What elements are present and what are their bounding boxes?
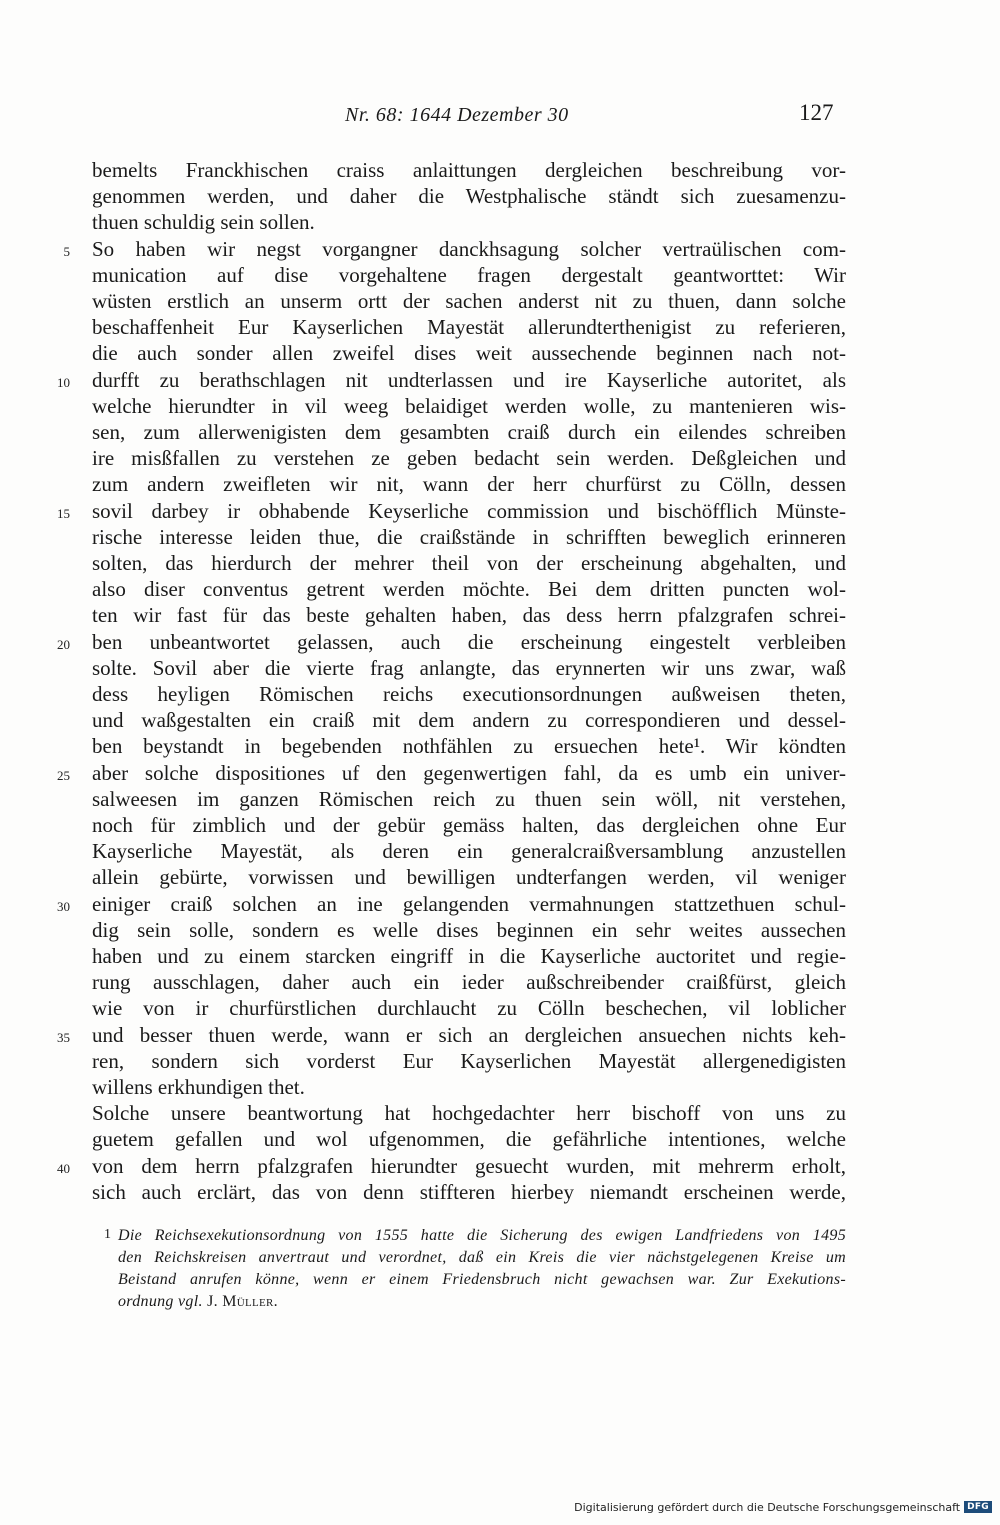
running-title: Nr. 68: 1644 Dezember 30 (345, 104, 569, 126)
dfg-credit[interactable] (574, 1497, 992, 1517)
line-text: wie von ir churfürstlichen durchlaucht zu Cölln beschechen, vil loblicher (92, 996, 846, 1021)
line-text: einiger craiß solchen an ine gelangenden vermahnungen stattzethuen schul- (92, 891, 846, 916)
page-number: 127 (799, 100, 834, 125)
line-text: Kayserliche Mayestät, als deren ein generalcraißversamblung anzustellen (92, 839, 846, 864)
line-text: So haben wir negst vorgangner danckhsagung solcher vertraülischen com- (92, 236, 846, 261)
text-line (0, 236, 1000, 262)
footnote-mark: 1 (104, 1227, 111, 1242)
text-line (0, 419, 1000, 445)
line-text: zum andern zweifleten wir nit, wann der herr churfürst zu Cölln, dessen (92, 472, 846, 497)
line-text: dig sein solle, sondern es welle dises beginnen ein sehr weites aussechen (92, 917, 846, 942)
line-text: sovil darbey ir obhabende Keyserliche commission und bischöfflich Münste- (92, 498, 846, 523)
line-text: Solche unsere beantwortung hat hochgedachter herr bischoff von uns zu (92, 1101, 846, 1126)
text-line (0, 209, 1000, 235)
text-line (0, 1100, 1000, 1126)
text-line (0, 969, 1000, 995)
dfg-logo-icon: DFG (964, 1501, 992, 1513)
text-line (0, 995, 1000, 1021)
line-text: sich auch erclärt, das von denn stiffteren hierbey niemandt erscheinen werde, (92, 1179, 846, 1204)
text-line (0, 760, 1000, 786)
line-text: von dem herrn pfalzgrafen hierundter gesuecht wurden, mit mehrerm erholt, (92, 1153, 846, 1178)
line-text: sen, zum allerwenigisten dem gesambten craiß durch ein eilendes schreiben (92, 420, 846, 444)
running-header (0, 100, 1000, 134)
text-line (0, 707, 1000, 733)
text-line (0, 471, 1000, 497)
line-text: welche hierundter in vil weeg belaidiget werden wolle, zu mantenieren wis- (92, 393, 846, 418)
line-text: bemelts Franckhischen craiss anlaittungen dergleichen beschreibung vor- (92, 158, 846, 182)
line-text: dess heyligen Römischen reichs executionsordnungen außweisen theten, (92, 682, 846, 706)
line-number: 15 (57, 505, 70, 521)
text-line (0, 786, 1000, 812)
text-line (0, 1179, 1000, 1205)
text-line (0, 445, 1000, 471)
text-line (0, 498, 1000, 524)
text-line (0, 838, 1000, 864)
text-line (0, 655, 1000, 681)
line-text: ten wir fast für das beste gehalten haben, das dess herrn pfalzgrafen schrei- (92, 603, 846, 628)
line-text: wüsten erstlich an unserm ortt der sachen anderst nit zu thuen, dann solche (92, 289, 846, 313)
footnote-line (0, 1247, 1000, 1269)
line-text: thuen schuldig sein sollen. (92, 210, 315, 235)
footnote-author: J. Müller. (207, 1293, 278, 1310)
line-text: solte. Sovil aber die vierte frag anlangte, das erynnerten wir uns zwar, waß (92, 655, 846, 680)
footnote-line (0, 1225, 1000, 1247)
line-text: haben und zu einem starcken eingriff in die Kayserliche auctoritet und regie- (92, 944, 846, 968)
line-text: munication auf dise vorgehaltene fragen dergestalt geantworttet: Wir (92, 262, 846, 287)
text-line (0, 1153, 1000, 1179)
text-line (0, 681, 1000, 707)
footnote-ref-text: ordnung vgl. (118, 1293, 203, 1310)
text-line (0, 629, 1000, 655)
line-text: durfft zu berathschlagen nit undterlassen und ire Kayserliche autoritet, als (92, 367, 846, 392)
line-number: 40 (57, 1160, 70, 1176)
line-text: rung ausschlagen, daher auch ein ieder außschreibender craißfürst, gleich (92, 970, 846, 995)
line-number: 20 (57, 636, 70, 652)
text-line (0, 288, 1000, 314)
text-line (0, 891, 1000, 917)
line-text: ire misßfallen zu verstehen ze geben bedacht sein werden. Deßgleichen und (92, 446, 846, 471)
line-text: allein gebürte, vorwissen und bewilligen undterfangen werden, vil weniger (92, 865, 846, 890)
footnote-line (0, 1269, 1000, 1291)
line-text: ben unbeantwortet gelassen, auch die erscheinung eingestelt verbleiben (92, 629, 846, 654)
line-number: 10 (57, 374, 70, 390)
text-line (0, 812, 1000, 838)
text-line (0, 367, 1000, 393)
line-number: 5 (63, 243, 70, 259)
line-number: 30 (57, 898, 70, 914)
line-text: und besser thuen werde, wann er sich an dergleichen ansuechen nichts keh- (92, 1022, 846, 1047)
line-text: noch für zimblich und der gebür gemäss halten, das dergleichen ohne Eur (92, 813, 846, 837)
text-line (0, 917, 1000, 943)
line-text: guetem gefallen und wol ufgenommen, die gefährliche intentiones, welche (92, 1127, 846, 1152)
text-line (0, 733, 1000, 759)
line-text: salweesen im ganzen Römischen reich zu thuen sein wöll, nit verstehen, (92, 786, 846, 811)
text-line (0, 524, 1000, 550)
line-text: genommen werden, und daher die Westphalische ständt sich zuesamenzu- (92, 184, 846, 209)
footnote-text: den Reichskreisen anvertraut und verordnet, daß ein Kreis die vier nächstgelegenen Kreise um (118, 1249, 846, 1266)
footnote-text (118, 1291, 846, 1313)
line-text: solten, das hierdurch der mehrer theil von der erscheinung abgehalten, und (92, 551, 846, 575)
line-number: 35 (57, 1029, 70, 1045)
line-text: beschaffenheit Eur Kayserlichen Mayestät allerundterthenigist zu referieren, (92, 315, 846, 340)
line-text: ren, sondern sich vorderst Eur Kayserlichen Mayestät allergenedigisten (92, 1048, 846, 1073)
text-line (0, 1126, 1000, 1152)
footnote-text: Die Reichsexekutionsordnung von 1555 hatte die Sicherung des ewigen Landfriedens von 1495 (118, 1227, 846, 1244)
footnote-line (0, 1291, 1000, 1313)
line-text: willens erkhundigen thet. (92, 1075, 305, 1099)
line-text: die auch sonder allen zweifel dises weit aussechende beginnen nach not- (92, 341, 846, 366)
line-text: also diser conventus getrent werden möchte. Bei dem dritten puncten wol- (92, 577, 846, 602)
text-line (0, 602, 1000, 628)
footnote-text: Beistand anrufen könne, wenn er einem Friedensbruch nicht gewachsen war. Zur Exekutions- (118, 1271, 846, 1288)
text-line (0, 1048, 1000, 1074)
text-line (0, 864, 1000, 890)
line-text: rische interesse leiden thue, die craißstände in schrifften beweglich erinneren (92, 524, 846, 549)
text-line (0, 393, 1000, 419)
text-line (0, 1022, 1000, 1048)
text-line (0, 314, 1000, 340)
text-line (0, 157, 1000, 183)
text-line (0, 183, 1000, 209)
line-text: aber solche dispositiones uf den gegenwertigen fahl, da es umb ein univer- (92, 760, 846, 785)
line-number: 25 (57, 767, 70, 783)
text-line (0, 262, 1000, 288)
text-line (0, 1074, 1000, 1100)
text-line (0, 340, 1000, 366)
line-text: ben beystandt in begebenden nothfählen zu ersuechen hete¹. Wir köndten (92, 734, 846, 759)
text-line (0, 576, 1000, 602)
line-text: und waßgestalten ein craiß mit dem andern zu correspondieren und dessel- (92, 708, 846, 733)
text-line (0, 550, 1000, 576)
text-line (0, 943, 1000, 969)
credit-text: Digitalisierung gefördert durch die Deutsche Forschungsgemeinschaft (574, 1500, 961, 1514)
